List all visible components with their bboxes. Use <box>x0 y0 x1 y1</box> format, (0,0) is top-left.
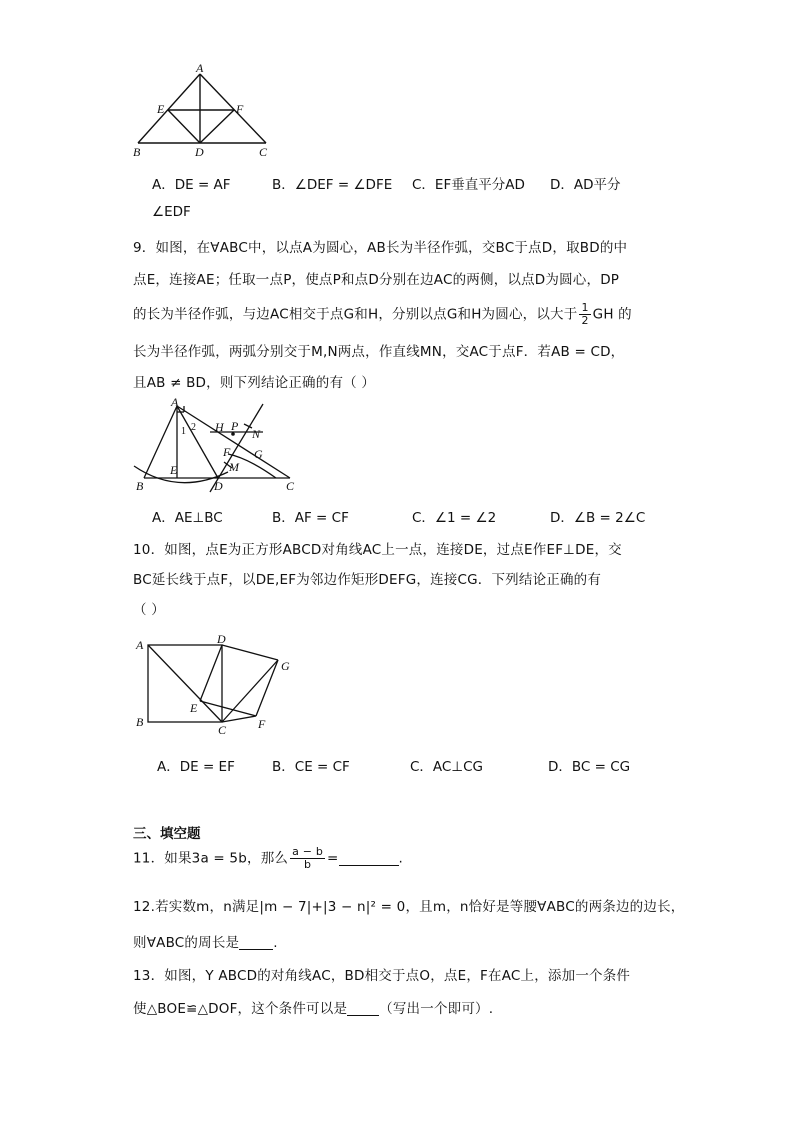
q10-label-e: E <box>190 701 198 715</box>
q10-option-d: D．BC = CG <box>548 759 631 775</box>
q9-label-1: 1 <box>181 426 186 437</box>
q9-label-h: H <box>215 420 224 434</box>
q11-answer-blank[interactable] <box>339 851 399 866</box>
q9-frac-den: 2 <box>581 314 589 327</box>
q9-line-2: 点E，连接AE；任取一点P，使点P和点D分别在边AC的两侧，以点D为圆心，DP <box>133 272 620 288</box>
q10-line-1: 10．如图，点E为正方形ABCD对角线AC上一点，连接DE，过点E作EF⊥DE，交 <box>133 542 622 558</box>
q9-option-a: A．AE⊥BC <box>152 510 223 526</box>
q9-label-m: M <box>229 460 239 474</box>
q10-line-2: BC延长线于点F，以DE,EF为邻边作矩形DEFG，连接CG．下列结论正确的有 <box>133 572 602 588</box>
q8-figure <box>128 62 278 162</box>
q10-option-a: A．DE = EF <box>157 759 235 775</box>
q8-option-d: D．AD平分 <box>550 177 621 193</box>
q9-option-b: B．AF = CF <box>272 510 349 526</box>
q13-answer-blank[interactable] <box>347 1001 379 1016</box>
q8-label-f: F <box>236 102 244 116</box>
section-title: 三、填空题 <box>133 826 201 842</box>
q10-option-b: B．CE = CF <box>272 759 350 775</box>
q10-figure <box>128 630 303 736</box>
q12-line-2 <box>133 931 278 951</box>
q9-label-e: E <box>170 463 178 477</box>
q8-label-e: E <box>157 102 165 116</box>
q9-line-5: 且AB ≠ BD，则下列结论正确的有（ ） <box>133 375 376 391</box>
q12-answer-blank[interactable] <box>239 935 273 950</box>
q9-line-3-end: GH 的 <box>592 306 632 323</box>
q9-option-c: C．∠1 = ∠2 <box>412 510 497 526</box>
q8-label-b: B <box>133 145 141 159</box>
q8-label-c: C <box>259 145 268 159</box>
q9-fraction <box>579 302 590 327</box>
q9-label-b: B <box>136 479 144 493</box>
q9-figure <box>128 396 303 494</box>
q10-label-f: F <box>258 717 266 731</box>
q9-label-f: F <box>223 445 231 459</box>
q9-line-3 <box>133 302 632 327</box>
q11-end: . <box>398 850 404 867</box>
q8-option-d-cont: ∠EDF <box>152 204 191 220</box>
q10-label-c: C <box>218 723 227 736</box>
q11-prefix: 11．如果3a = 5b，那么 <box>133 850 289 867</box>
q13-line-1: 13．如图，Y ABCD的对角线AC，BD相交于点O，点E，F在AC上，添加一个条件 <box>133 968 631 984</box>
q8-label-a: A <box>196 62 204 75</box>
q8-option-b: B．∠DEF = ∠DFE <box>272 177 393 193</box>
q11-fraction <box>290 846 325 871</box>
q10-label-g: G <box>281 659 290 673</box>
q9-label-d: D <box>214 479 223 493</box>
q8-label-d: D <box>195 145 204 159</box>
q13-end: （写出一个即可）. <box>379 1001 494 1017</box>
q9-label-c: C <box>286 479 295 493</box>
q11-frac-num: a − b <box>292 845 324 858</box>
q12-line-2-text: 则∀ABC的周长是 <box>133 935 240 951</box>
q13-line-2-text: 使△BOE≌△DOF，这个条件可以是 <box>133 1001 348 1017</box>
q9-label-n: N <box>252 427 261 441</box>
q8-option-c: C．EF垂直平分AD <box>412 177 525 193</box>
q10-label-d: D <box>217 632 226 646</box>
q13-line-2 <box>133 997 493 1017</box>
q8-option-a: A．DE = AF <box>152 177 231 193</box>
q9-label-a: A <box>171 396 179 409</box>
q12-line-1: 12.若实数m，n满足|m − 7|+|3 − n|² = 0，且m，n恰好是等腰∀ABC的两条边的边长， <box>133 899 685 915</box>
q9-option-d: D．∠B = 2∠C <box>550 510 646 526</box>
q9-frac-num: 1 <box>581 301 589 314</box>
q9-line-4: 长为半径作弧，两弧分别交于M,N两点，作直线MN，交AC于点F．若AB = CD， <box>133 344 625 360</box>
q12-end: . <box>273 935 278 951</box>
q9-label-p: P <box>231 419 239 433</box>
q11-frac-den: b <box>303 858 312 871</box>
q9-line-1: 9．如图，在∀ABC中，以点A为圆心，AB长为半径作弧，交BC于点D，取BD的中 <box>133 240 628 256</box>
q11 <box>133 846 403 871</box>
q9-label-2: 2 <box>191 422 196 433</box>
q9-label-g: G <box>254 447 263 461</box>
q10-line-3: （ ） <box>133 602 165 618</box>
q11-equals: = <box>327 850 339 867</box>
q10-label-b: B <box>136 715 144 729</box>
q10-label-a: A <box>136 638 144 652</box>
q10-option-c: C．AC⊥CG <box>410 759 483 775</box>
q9-line-3-text: 的长为半径作弧，与边AC相交于点G和H，分别以点G和H为圆心，以大于 <box>133 306 578 323</box>
